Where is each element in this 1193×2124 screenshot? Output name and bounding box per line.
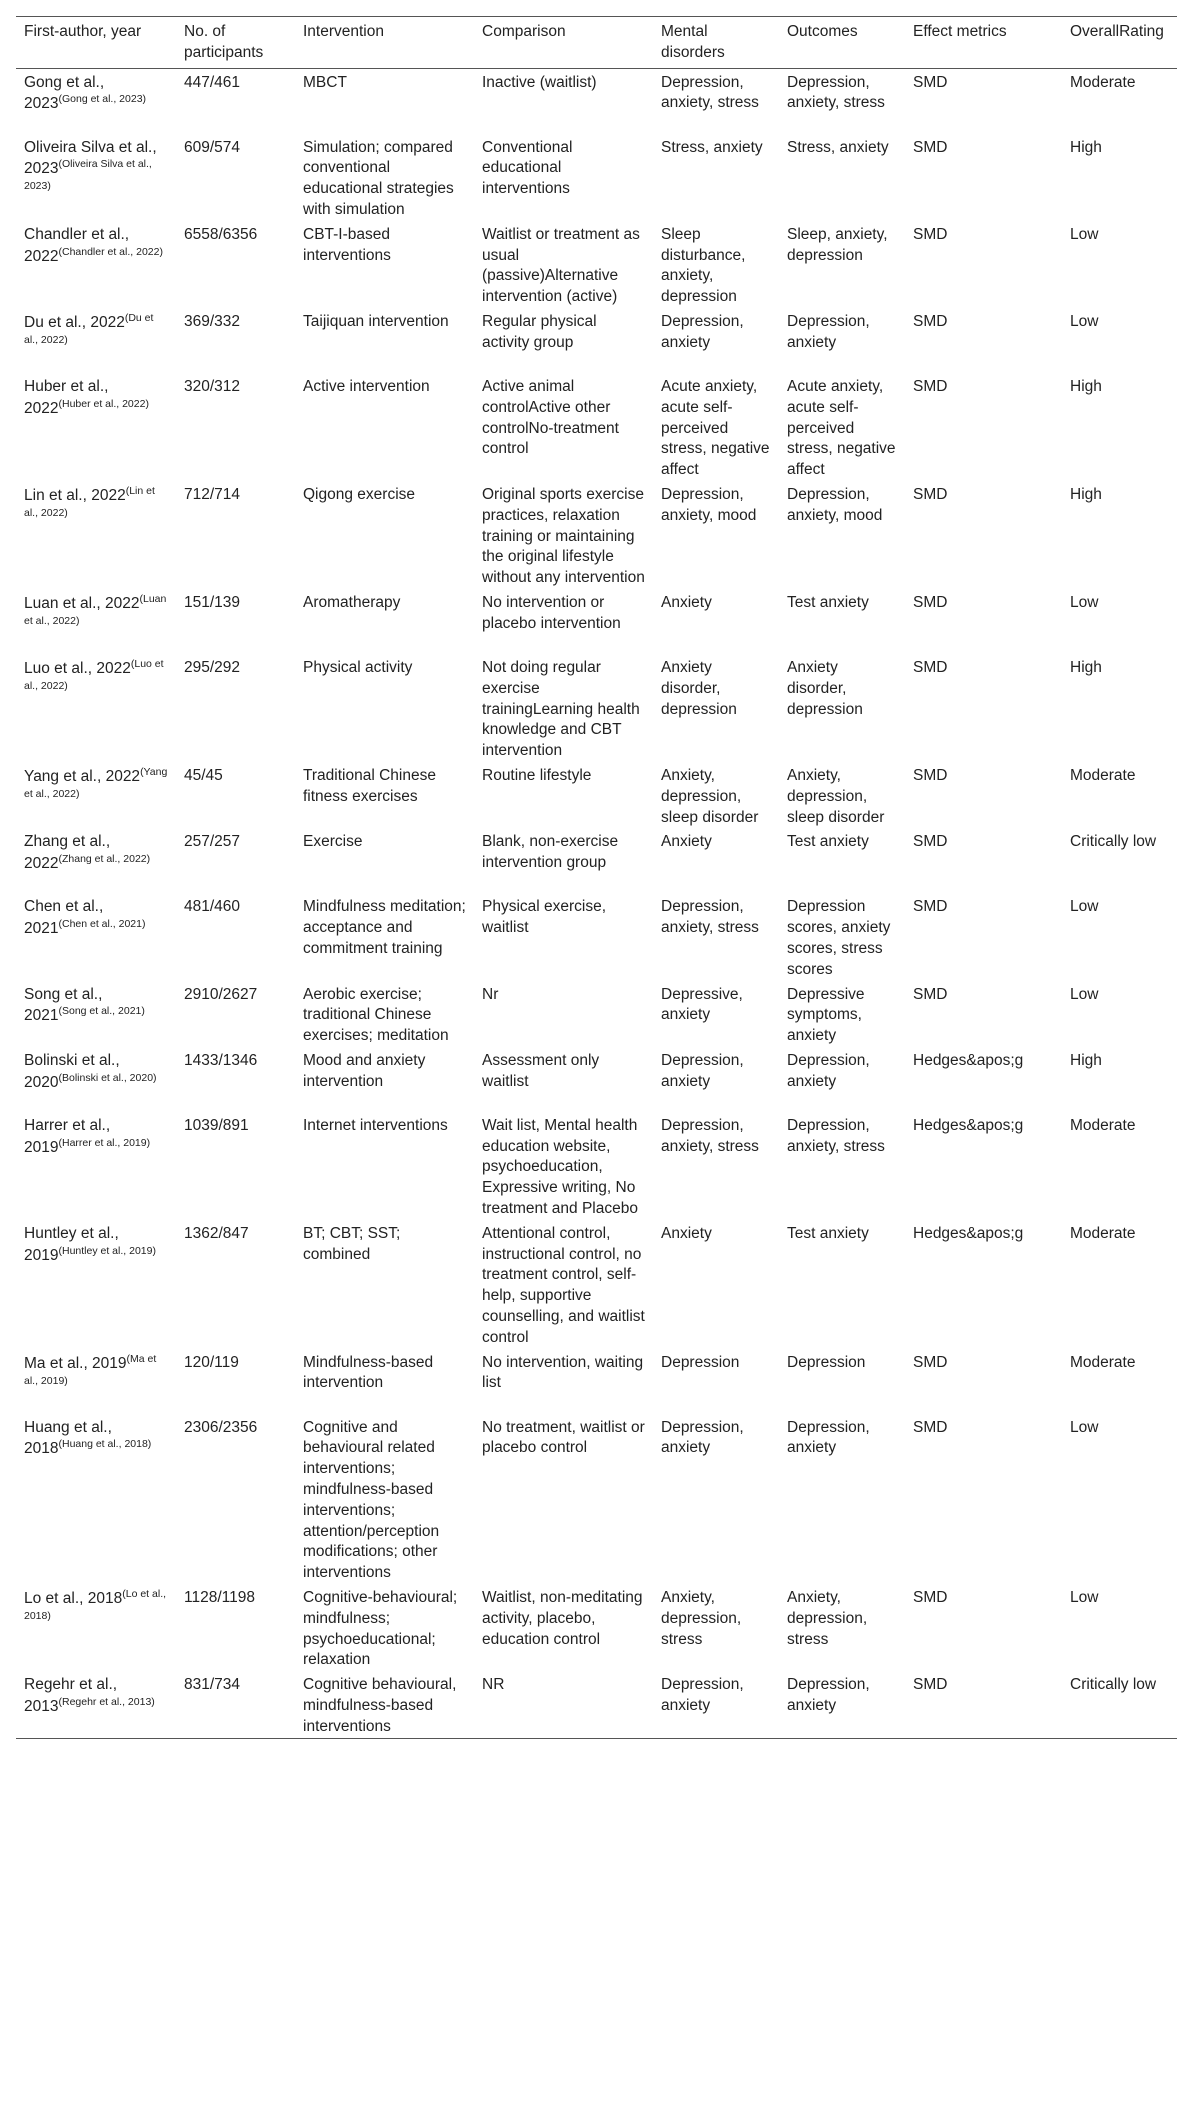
table-row <box>16 1112 1177 1220</box>
outcomes-cell: Depression, anxiety, mood <box>787 485 883 524</box>
author-cell <box>16 1047 176 1112</box>
intervention-cell: MBCT <box>303 73 347 91</box>
disorders-cell: Depression, anxiety <box>661 312 744 351</box>
author-cell <box>16 308 176 373</box>
citation-reference: (Du et al., 2022) <box>24 311 154 346</box>
column-header: OverallRating <box>1070 23 1164 40</box>
outcomes-cell: Depression, anxiety, stress <box>787 73 885 112</box>
comparison-cell: Inactive (waitlist) <box>482 73 597 91</box>
author-year: Song et al., 2021 <box>24 985 103 1025</box>
comparison-cell: Assessment only waitlist <box>482 1051 600 1090</box>
author-year: Lin et al., 2022 <box>24 487 126 505</box>
table-row <box>16 828 1177 893</box>
comparison-cell: Waitlist or treatment as usual (passive)Alternative intervention (active) <box>482 225 640 306</box>
author-year: Du et al., 2022 <box>24 314 125 332</box>
disorders-cell: Stress, anxiety <box>661 138 763 156</box>
citation-reference: (Luo et al., 2022) <box>24 657 164 692</box>
author-year: Lo et al., 2018 <box>24 1590 123 1608</box>
outcomes-cell: Stress, anxiety <box>787 138 889 156</box>
metric-cell: SMD <box>913 898 948 916</box>
metric-cell: SMD <box>913 485 948 503</box>
disorders-cell: Depression, anxiety <box>661 1418 744 1457</box>
n-cell: 831/734 <box>184 1676 241 1694</box>
n-cell: 481/460 <box>184 898 241 916</box>
n-cell: 45/45 <box>184 766 223 784</box>
metric-cell: Hedges&apos;g <box>913 1116 1024 1134</box>
author-year: Yang et al., 2022 <box>24 768 141 786</box>
disorders-cell: Depression, anxiety, stress <box>661 898 759 937</box>
table-row <box>16 1671 1177 1738</box>
comparison-cell: Waitlist, non-meditating activity, placebo, education control <box>482 1589 643 1648</box>
citation-reference: (Zhang et al., 2022) <box>58 853 151 866</box>
citation-reference: (Ma et al., 2019) <box>24 1352 157 1387</box>
table-row <box>16 1047 1177 1112</box>
intervention-cell: Aromatherapy <box>303 593 401 611</box>
disorders-cell: Anxiety <box>661 1224 712 1242</box>
comparison-cell: Blank, non-exercise intervention group <box>482 833 619 872</box>
comparison-cell: No treatment, waitlist or placebo control <box>482 1418 645 1457</box>
author-cell <box>16 828 176 893</box>
citation-reference: (Lo et al., 2018) <box>24 1588 167 1622</box>
outcomes-cell: Depressive symptoms, anxiety <box>787 985 865 1045</box>
outcomes-cell: Depression, anxiety, stress <box>787 1116 885 1155</box>
rating-cell: Low <box>1070 1589 1099 1607</box>
citation-reference: (Huber et al., 2022) <box>58 397 149 410</box>
intervention-cell: Cognitive-behavioural; mindfulness; psychoeducational; relaxation <box>303 1589 458 1669</box>
disorders-cell: Anxiety, depression, stress <box>661 1589 742 1648</box>
rating-cell: High <box>1070 485 1102 503</box>
metric-cell: SMD <box>913 1418 948 1436</box>
disorders-cell: Sleep disturbance, anxiety, depression <box>661 225 746 306</box>
n-cell: 320/312 <box>184 377 241 395</box>
disorders-cell: Anxiety, depression, sleep disorder <box>661 766 759 826</box>
metric-cell: SMD <box>913 1589 948 1607</box>
n-cell: 712/714 <box>184 485 241 503</box>
rating-cell: Moderate <box>1070 1116 1136 1134</box>
author-cell <box>16 134 176 221</box>
metric-cell: SMD <box>913 1676 948 1694</box>
comparison-cell: Physical exercise, waitlist <box>482 898 607 937</box>
disorders-cell: Anxiety <box>661 833 712 851</box>
disorders-cell: Depression, anxiety, stress <box>661 1116 759 1155</box>
outcomes-cell: Depression, anxiety <box>787 312 870 351</box>
author-year: Ma et al., 2019 <box>24 1354 127 1372</box>
n-cell: 151/139 <box>184 593 241 611</box>
author-cell <box>16 981 176 1047</box>
author-year: Luan et al., 2022 <box>24 595 140 613</box>
author-year: Huang et al., 2018 <box>24 1418 112 1458</box>
comparison-cell: Not doing regular exercise trainingLearning health knowledge and CBT intervention <box>482 658 640 760</box>
intervention-cell: Cognitive behavioural, mindfulness-based interventions <box>303 1676 457 1735</box>
rating-cell: Moderate <box>1070 73 1136 91</box>
citation-reference: (Gong et al., 2023) <box>58 93 147 106</box>
column-header: Outcomes <box>787 23 858 40</box>
citation-reference: (Regehr et al., 2013) <box>58 1696 155 1709</box>
n-cell: 1039/891 <box>184 1116 249 1134</box>
rating-cell: Moderate <box>1070 1353 1136 1371</box>
outcomes-cell: Anxiety, depression, sleep disorder <box>787 766 885 826</box>
n-cell: 295/292 <box>184 658 241 676</box>
metric-cell: SMD <box>913 312 948 330</box>
citation-reference: (Chandler et al., 2022) <box>58 245 163 258</box>
column-header: Effect metrics <box>913 23 1007 40</box>
column-header: First-author, year <box>24 23 142 40</box>
intervention-cell: Active intervention <box>303 377 430 395</box>
metric-cell: SMD <box>913 658 948 676</box>
disorders-cell: Depression, anxiety, mood <box>661 485 757 524</box>
author-year: Huntley et al., 2019 <box>24 1224 119 1264</box>
outcomes-cell: Anxiety disorder, depression <box>787 658 863 718</box>
n-cell: 1128/1198 <box>184 1589 255 1607</box>
table-row <box>16 134 1177 221</box>
comparison-cell: Attentional control, instructional control, no treatment control, self-help, supportive counselling, and waitlist control <box>482 1224 645 1346</box>
disorders-cell: Anxiety <box>661 593 712 611</box>
rating-cell: High <box>1070 138 1102 156</box>
rating-cell: Low <box>1070 898 1099 916</box>
metric-cell: SMD <box>913 985 948 1003</box>
author-cell <box>16 373 176 481</box>
comparison-cell: Regular physical activity group <box>482 312 597 351</box>
rating-cell: Critically low <box>1070 1676 1157 1694</box>
citation-reference: (Bolinski et al., 2020) <box>58 1071 157 1084</box>
outcomes-cell: Depression, anxiety <box>787 1051 870 1090</box>
rating-cell: Moderate <box>1070 1224 1136 1242</box>
n-cell: 2910/2627 <box>184 985 258 1003</box>
intervention-cell: Exercise <box>303 833 363 851</box>
citation-reference: (Oliveira Silva et al., 2023) <box>24 158 152 193</box>
citation-reference: (Harrer et al., 2019) <box>58 1136 151 1149</box>
author-cell <box>16 1671 176 1738</box>
author-year: Regehr et al., 2013 <box>24 1676 118 1716</box>
intervention-cell: Aerobic exercise; traditional Chinese exercises; meditation <box>303 985 449 1045</box>
table-row <box>16 893 1177 980</box>
metric-cell: SMD <box>913 377 948 395</box>
metric-cell: SMD <box>913 138 948 156</box>
outcomes-cell: Depression, anxiety <box>787 1676 870 1715</box>
rating-cell: High <box>1070 1051 1102 1069</box>
author-cell <box>16 1414 176 1584</box>
author-year: Zhang et al., 2022 <box>24 833 111 873</box>
disorders-cell: Depression, anxiety <box>661 1676 744 1715</box>
metric-cell: SMD <box>913 766 948 784</box>
table-row <box>16 762 1177 828</box>
intervention-cell: Qigong exercise <box>303 485 416 503</box>
column-header: Intervention <box>303 23 384 40</box>
n-cell: 447/461 <box>184 73 241 91</box>
rating-cell: Moderate <box>1070 766 1136 784</box>
rating-cell: Critically low <box>1070 833 1157 851</box>
table-row <box>16 589 1177 654</box>
author-cell <box>16 221 176 308</box>
citation-reference: (Lin et al., 2022) <box>24 484 155 519</box>
metric-cell: Hedges&apos;g <box>913 1224 1024 1242</box>
metric-cell: SMD <box>913 225 948 243</box>
intervention-cell: CBT-I-based interventions <box>303 225 391 264</box>
disorders-cell: Acute anxiety, acute self-perceived stress, negative affect <box>661 377 770 479</box>
outcomes-cell: Depression <box>787 1353 866 1371</box>
metric-cell: SMD <box>913 833 948 851</box>
outcomes-cell: Depression scores, anxiety scores, stress scores <box>787 898 891 978</box>
table-row <box>16 308 1177 373</box>
intervention-cell: Mood and anxiety intervention <box>303 1051 426 1090</box>
n-cell: 2306/2356 <box>184 1418 258 1436</box>
outcomes-cell: Sleep, anxiety, depression <box>787 225 888 264</box>
author-year: Chandler et al., 2022 <box>24 225 130 265</box>
table-row <box>16 981 1177 1047</box>
rating-cell: Low <box>1070 985 1099 1003</box>
metric-cell: SMD <box>913 593 948 611</box>
comparison-cell: Nr <box>482 985 499 1003</box>
column-header: No. of participants <box>184 23 264 61</box>
citation-reference: (Yang et al., 2022) <box>24 765 168 800</box>
rating-cell: Low <box>1070 312 1099 330</box>
comparison-cell: NR <box>482 1676 505 1694</box>
intervention-cell: BT; CBT; SST; combined <box>303 1224 401 1263</box>
table-row <box>16 1584 1177 1671</box>
comparison-cell: Original sports exercise practices, relaxation training or maintaining the original lifestyle without any intervention <box>482 485 645 587</box>
author-cell <box>16 481 176 589</box>
intervention-cell: Internet interventions <box>303 1116 448 1134</box>
author-year: Huber et al., 2022 <box>24 377 109 417</box>
outcomes-cell: Test anxiety <box>787 833 869 851</box>
disorders-cell: Depression <box>661 1353 740 1371</box>
citation-reference: (Luan et al., 2022) <box>24 592 167 627</box>
comparison-cell: No intervention or placebo intervention <box>482 593 621 632</box>
author-year: Luo et al., 2022 <box>24 660 131 678</box>
comparison-cell: Active animal controlActive other controlNo-treatment control <box>482 377 619 458</box>
outcomes-cell: Anxiety, depression, stress <box>787 1589 868 1648</box>
table-row <box>16 1414 1177 1584</box>
author-cell <box>16 762 176 828</box>
intervention-cell: Physical activity <box>303 658 413 676</box>
table-row <box>16 481 1177 589</box>
intervention-cell: Taijiquan intervention <box>303 312 449 330</box>
comparison-cell: Wait list, Mental health education website, psychoeducation, Expressive writing, No treatment and Placebo <box>482 1116 638 1218</box>
author-year: Chen et al., 2021 <box>24 898 104 938</box>
table-row <box>16 1220 1177 1349</box>
n-cell: 609/574 <box>184 138 241 156</box>
author-cell <box>16 1220 176 1349</box>
comparison-cell: Routine lifestyle <box>482 766 592 784</box>
n-cell: 6558/6356 <box>184 225 258 243</box>
author-cell <box>16 1112 176 1220</box>
disorders-cell: Depression, anxiety, stress <box>661 73 759 112</box>
comparison-cell: No intervention, waiting list <box>482 1353 644 1392</box>
n-cell: 1362/847 <box>184 1224 249 1242</box>
intervention-cell: Mindfulness meditation; acceptance and commitment training <box>303 898 466 957</box>
rating-cell: High <box>1070 377 1102 395</box>
author-year: Bolinski et al., 2020 <box>24 1051 120 1091</box>
table-row <box>16 1349 1177 1414</box>
outcomes-cell: Depression, anxiety <box>787 1418 870 1457</box>
rating-cell: Low <box>1070 1418 1099 1436</box>
n-cell: 120/119 <box>184 1353 239 1371</box>
citation-reference: (Huntley et al., 2019) <box>58 1244 156 1257</box>
rating-cell: High <box>1070 658 1102 676</box>
author-cell <box>16 893 176 980</box>
author-cell <box>16 589 176 654</box>
table-row <box>16 68 1177 134</box>
column-header: Mental disorders <box>661 23 725 61</box>
outcomes-cell: Acute anxiety, acute self-perceived stress, negative affect <box>787 377 896 479</box>
rating-cell: Low <box>1070 593 1099 611</box>
disorders-cell: Depression, anxiety <box>661 1051 744 1090</box>
author-year: Oliveira Silva et al., 2023 <box>24 138 157 178</box>
table-row <box>16 221 1177 308</box>
metric-cell: SMD <box>913 73 948 91</box>
metric-cell: Hedges&apos;g <box>913 1051 1024 1069</box>
header-row <box>16 17 1177 69</box>
disorders-cell: Anxiety disorder, depression <box>661 658 737 718</box>
citation-reference: (Song et al., 2021) <box>58 1005 145 1018</box>
metric-cell: SMD <box>913 1353 948 1371</box>
review-table <box>16 16 1177 1739</box>
author-year: Harrer et al., 2019 <box>24 1116 111 1156</box>
author-year: Gong et al., 2023 <box>24 73 105 113</box>
table-row <box>16 654 1177 762</box>
author-cell <box>16 68 176 134</box>
comparison-cell: Conventional educational interventions <box>482 138 573 198</box>
author-cell <box>16 1584 176 1671</box>
author-cell <box>16 1349 176 1414</box>
intervention-cell: Cognitive and behavioural related interventions; mindfulness-based interventions; attention/perception modifications; other interventions <box>303 1418 440 1582</box>
n-cell: 369/332 <box>184 312 241 330</box>
author-cell <box>16 654 176 762</box>
intervention-cell: Mindfulness-based intervention <box>303 1353 434 1392</box>
rating-cell: Low <box>1070 225 1099 243</box>
table-body <box>16 68 1177 1738</box>
citation-reference: (Huang et al., 2018) <box>58 1438 152 1451</box>
outcomes-cell: Test anxiety <box>787 1224 869 1242</box>
table-row <box>16 373 1177 481</box>
column-header: Comparison <box>482 23 566 40</box>
intervention-cell: Simulation; compared conventional educational strategies with simulation <box>303 138 454 218</box>
intervention-cell: Traditional Chinese fitness exercises <box>303 766 436 805</box>
n-cell: 1433/1346 <box>184 1051 258 1069</box>
table-header <box>16 17 1177 69</box>
citation-reference: (Chen et al., 2021) <box>58 918 146 931</box>
disorders-cell: Depressive, anxiety <box>661 985 743 1024</box>
n-cell: 257/257 <box>184 833 241 851</box>
outcomes-cell: Test anxiety <box>787 593 869 611</box>
